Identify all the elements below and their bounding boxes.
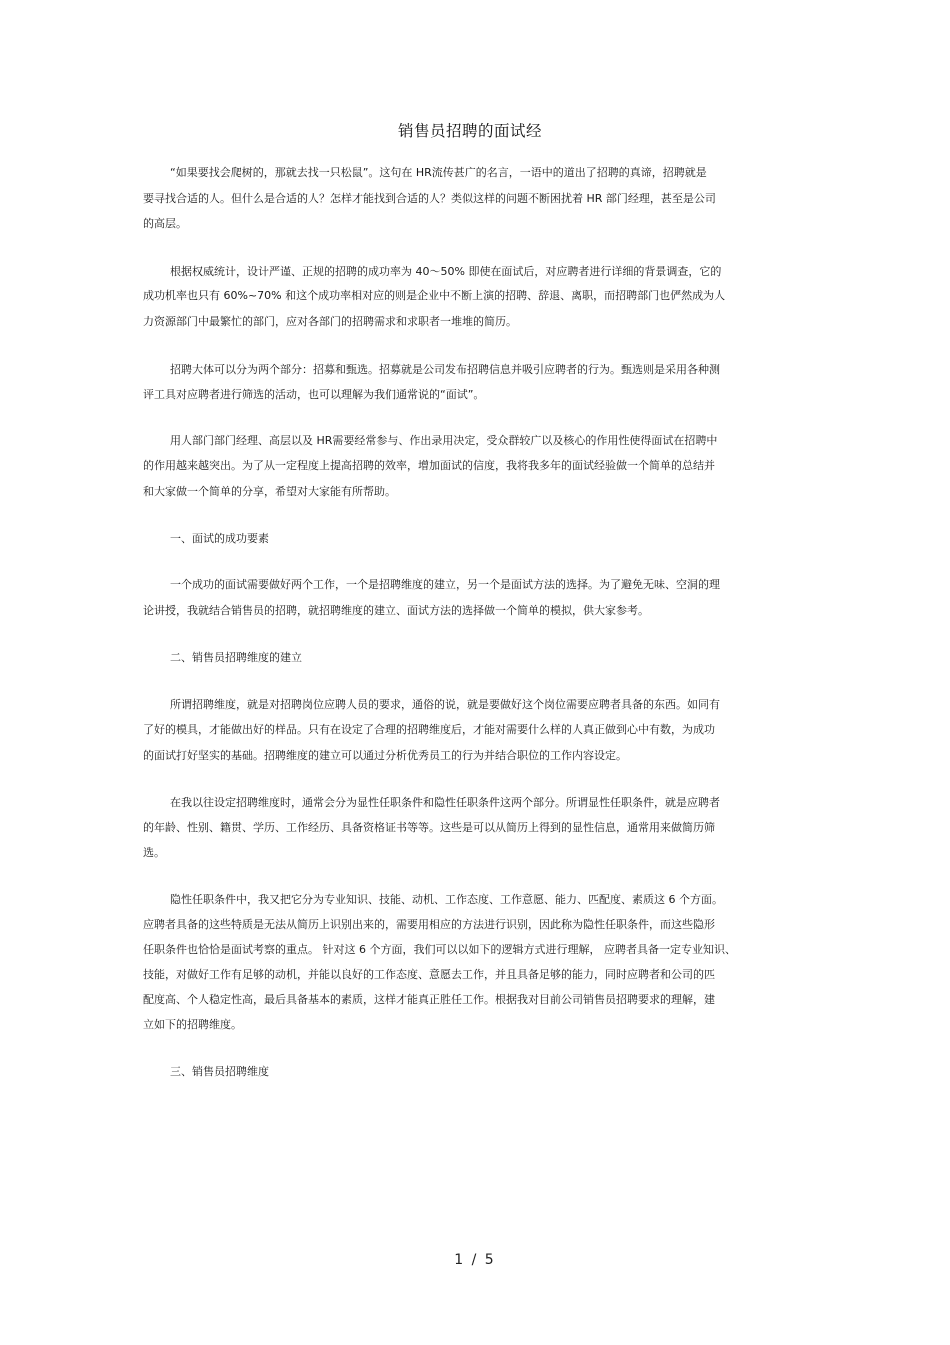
paragraph-5-line-1: 一个成功的面试需要做好两个工作，一个是招聘维度的建立，另一个是面试方法的选择。为了避免无味、空洞的理	[170, 578, 720, 591]
document-title: 销售员招聘的面试经	[397, 122, 542, 140]
paragraph-7-line-1: 在我以往设定招聘维度时，通常会分为显性任职条件和隐性任职条件这两个部分。所谓显性任职条件，就是应聘者	[170, 796, 720, 809]
paragraph-3-line-1: 招聘大体可以分为两个部分：招募和甄选。招募就是公司发布招聘信息并吸引应聘者的行为。甄选则是采用各种测	[170, 363, 720, 376]
paragraph-3-line-2: 评工具对应聘者进行筛选的活动，也可以理解为我们通常说的“面试”。	[143, 388, 485, 401]
paragraph-2-line-2: 成功机率也只有 60%~70% 和这个成功率相对应的则是企业中不断上演的招聘、辞退、离职，而招聘部门也俨然成为人	[143, 289, 726, 302]
paragraph-8-line-1: 隐性任职条件中，我又把它分为专业知识、技能、动机、工作态度、工作意愿、能力、匹配度、素质这 6 个方面。	[170, 893, 723, 906]
paragraph-7-line-2: 的年龄、性别、籍贯、学历、工作经历、具备资格证书等等。这些是可以从简历上得到的显性信息，通常用来做简历筛	[143, 821, 715, 834]
section-heading-3: 三、销售员招聘维度	[170, 1065, 269, 1078]
paragraph-8-line-4: 技能，对做好工作有足够的动机，并能以良好的工作态度、意愿去工作，并且具备足够的能力，同时应聘者和公司的匹	[143, 968, 715, 981]
paragraph-5-line-2: 论讲授，我就结合销售员的招聘，就招聘维度的建立、面试方法的选择做一个简单的模拟，供大家参考。	[143, 604, 649, 617]
paragraph-1-line-2: 要寻找合适的人。但什么是合适的人？怎样才能找到合适的人？类似这样的问题不断困扰着 HR 部门经理，甚至是公司	[143, 192, 716, 205]
paragraph-8-line-5: 配度高、个人稳定性高，最后具备基本的素质，这样才能真正胜任工作。根据我对目前公司销售员招聘要求的理解，建	[143, 993, 715, 1006]
paragraph-2-line-3: 力资源部门中最繁忙的部门，应对各部门的招聘需求和求职者一堆堆的简历。	[143, 315, 517, 328]
paragraph-2-line-1: 根据权威统计，设计严谨、正规的招聘的成功率为 40～50% 即使在面试后，对应聘者进行详细的背景调查，它的	[170, 265, 722, 278]
paragraph-4-line-1: 用人部门部门经理、高层以及 HR需要经常参与、作出录用决定，受众群较广以及核心的作用性使得面试在招聘中	[170, 434, 718, 447]
paragraph-1-line-3: 的高层。	[143, 217, 187, 230]
paragraph-6-line-3: 的面试打好坚实的基础。招聘维度的建立可以通过分析优秀员工的行为并结合职位的工作内容设定。	[143, 749, 627, 762]
section-heading-2: 二、销售员招聘维度的建立	[170, 651, 302, 664]
paragraph-8-line-6: 立如下的招聘维度。	[143, 1018, 242, 1031]
paragraph-8-line-2: 应聘者具备的这些特质是无法从简历上识别出来的，需要用相应的方法进行识别，因此称为隐性任职条件，而这些隐形	[143, 918, 715, 931]
paragraph-6-line-2: 了好的模具，才能做出好的样品。只有在设定了合理的招聘维度后，才能对需要什么样的人真正做到心中有数，为成功	[143, 723, 715, 736]
paragraph-1-line-1: “如果要找会爬树的，那就去找一只松鼠”。这句在 HR流传甚广的名言，一语中的道出了招聘的真谛，招聘就是	[170, 166, 707, 179]
paragraph-6-line-1: 所谓招聘维度，就是对招聘岗位应聘人员的要求，通俗的说，就是要做好这个岗位需要应聘者具备的东西。如同有	[170, 698, 720, 711]
paragraph-8-line-3: 任职条件也恰恰是面试考察的重点。 针对这 6 个方面，我们可以以如下的逻辑方式进行理解， 应聘者具备一定专业知识、	[143, 943, 736, 956]
section-heading-1: 一、面试的成功要素	[170, 532, 269, 545]
paragraph-7-line-3: 选。	[143, 846, 165, 859]
paragraph-4-line-2: 的作用越来越突出。为了从一定程度上提高招聘的效率，增加面试的信度，我将我多年的面试经验做一个简单的总结并	[143, 459, 715, 472]
page-number: 1 / 5	[454, 1252, 496, 1268]
paragraph-4-line-3: 和大家做一个简单的分享，希望对大家能有所帮助。	[143, 485, 396, 498]
